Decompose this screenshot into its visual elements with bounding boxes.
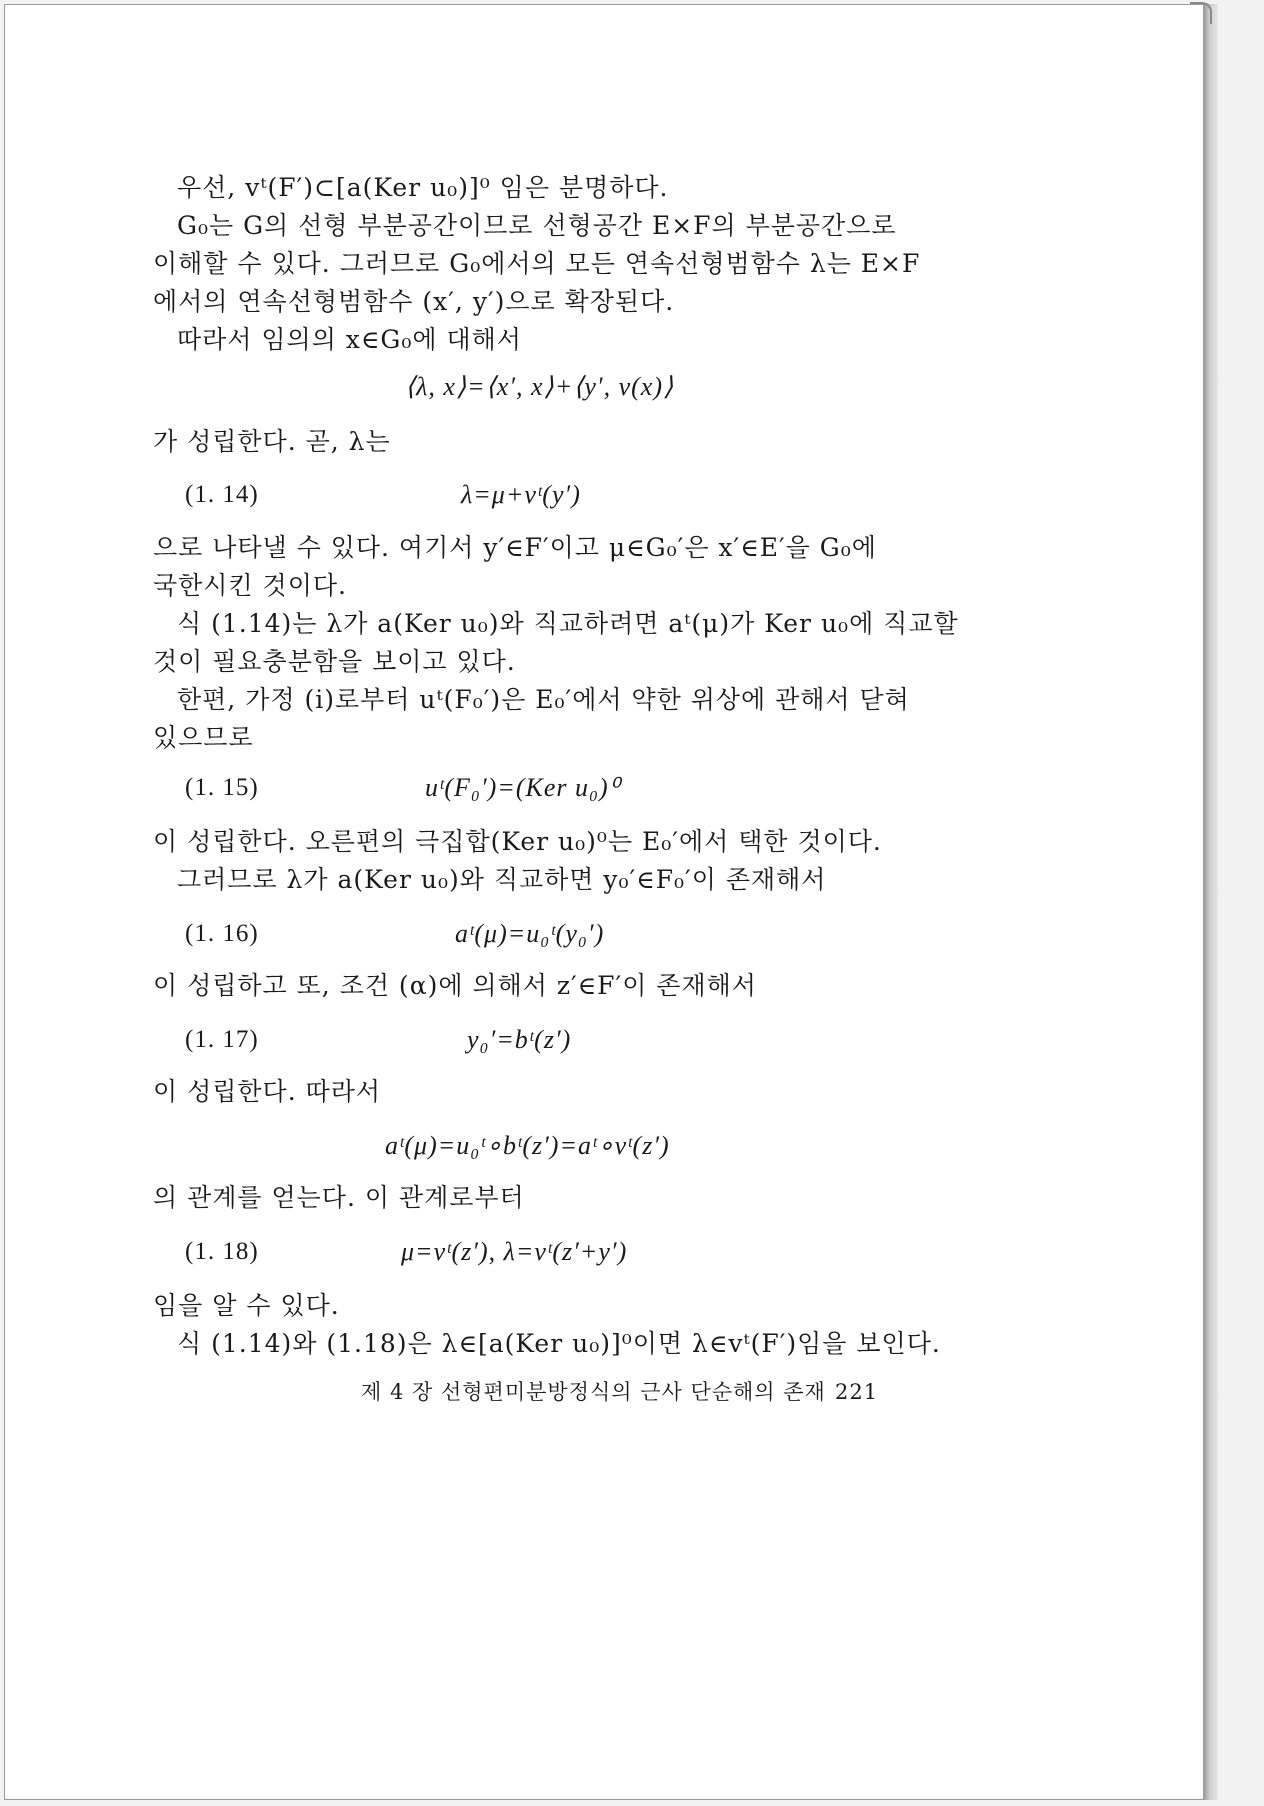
equation-label: (1. 16) [185,920,259,947]
equation-1-14: λ=μ+vᵗ(y′) [461,480,581,509]
text-line: 식 (1.14)는 λ가 a(Ker u₀)와 직교하려면 aᵗ(μ)가 Ker u₀에 직교할 [177,609,959,638]
text-line: G₀는 G의 선형 부분공간이므로 선형공간 E×F의 부분공간으로 [177,211,897,240]
equation-pairing: ⟨λ, x⟩=⟨x′, x⟩+⟨y′, v(x)⟩ [405,372,675,401]
equation-label: (1. 14) [185,481,259,508]
text-line: 으로 나타낼 수 있다. 여기서 y′∈F′이고 μ∈G₀′은 x′∈E′을 G₀에 [153,533,877,562]
equation-1-18: μ=vᵗ(z′), λ=vᵗ(z′+y′) [401,1237,628,1266]
text-line: 우선, vᵗ(F′)⊂[a(Ker u₀)]⁰ 임은 분명하다. [177,173,669,202]
page-number: 221 [835,1380,879,1404]
equation-label: (1. 18) [185,1238,259,1265]
text-line: 이 성립하고 또, 조건 (α)에 의해서 z′∈F′이 존재해서 [153,971,757,1000]
running-footer: 제 4 장 선형편미분방정식의 근사 단순해의 존재 [361,1380,826,1404]
equation-1-17: y₀′=bᵗ(z′) [467,1025,572,1054]
text-line: 따라서 임의의 x∈G₀에 대해서 [177,325,522,354]
page-curl-corner [1190,2,1212,24]
text-line: 식 (1.14)와 (1.18)은 λ∈[a(Ker u₀)]⁰이면 λ∈vᵗ(F′)임을 보인다. [177,1329,941,1358]
text-line: 것이 필요충분함을 보이고 있다. [153,647,516,676]
text-line: 의 관계를 얻는다. 이 관계로부터 [153,1183,525,1212]
text-line: 임을 알 수 있다. [153,1291,340,1320]
page-stack-edge [1204,4,1218,1800]
text-line: 에서의 연속선형범함수 (x′, y′)으로 확장된다. [153,287,675,316]
text-line: 이해할 수 있다. 그러므로 G₀에서의 모든 연속선형범함수 λ는 E×F [153,249,921,278]
text-line: 이 성립한다. 따라서 [153,1077,382,1106]
equation-composition: aᵗ(μ)=u₀ᵗ∘bᵗ(z′)=aᵗ∘vᵗ(z′) [385,1131,670,1160]
equation-1-16: aᵗ(μ)=u₀ᵗ(y₀′) [455,919,605,948]
equation-1-15: uᵗ(F₀′)=(Ker u₀)⁰ [425,773,621,802]
equation-label: (1. 15) [185,774,259,801]
book-page [4,4,1204,1800]
text-line: 이 성립한다. 오른편의 극집합(Ker u₀)⁰는 E₀′에서 택한 것이다. [153,827,882,856]
equation-label: (1. 17) [185,1026,259,1053]
text-line: 가 성립한다. 곧, λ는 [153,427,391,456]
text-line: 그러므로 λ가 a(Ker u₀)와 직교하면 y₀′∈F₀′이 존재해서 [177,865,827,894]
text-line: 있으므로 [153,723,254,752]
text-line: 한편, 가정 (i)로부터 uᵗ(F₀′)은 E₀′에서 약한 위상에 관해서 닫혀 [177,685,910,714]
text-line: 국한시킨 것이다. [153,571,347,600]
